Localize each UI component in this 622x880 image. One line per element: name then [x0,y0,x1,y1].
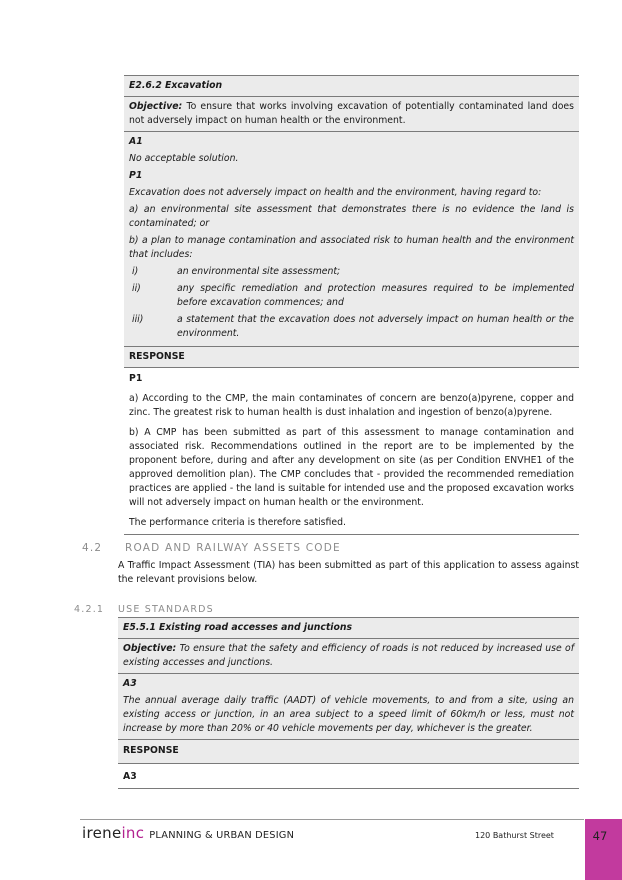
list-number: i) [132,266,139,277]
objective-row [124,97,579,132]
section-number: 4.2 [82,542,103,554]
a3-text: The annual average daily traffic (AADT) of vehicle movements, to and from a site, using an existing access or junction, in an area subject to a speed limit of 60km/h or less, must not increase by more than 20% or 40 vehicle movements per day, whichever is the greater. [123,695,574,734]
list-item [129,313,574,343]
response-conclusion: The performance criteria is therefore satisfied. [129,517,346,528]
objective-text: To ensure that works involving excavation of potentially contaminated land does not adversely impact on human health or the environment. [129,101,574,126]
objective-row [118,639,579,674]
footer-address: 120 Bathurst Street [475,831,554,840]
a3-label: A3 [123,678,137,689]
p1-label: P1 [129,170,143,181]
table-heading: E2.6.2 Excavation [124,75,579,97]
section-paragraph: A Traffic Impact Assessment (TIA) has been submitted as part of this application to assess against the relevant provisions below. [118,560,579,585]
p1-option-a: a) an environmental site assessment that demonstrates there is no evidence the land is contaminated; or [129,204,574,229]
excavation-table [124,75,579,535]
section-title: USE STANDARDS [118,604,214,615]
requirements-block [118,674,579,739]
response-a3-label: A3 [118,764,579,789]
section-heading-4-2 [82,541,341,555]
response-body [124,368,579,535]
list-number: ii) [132,283,141,294]
brand-irene: irene [82,824,122,842]
list-text: any specific remediation and protection measures required to be implemented before excavation commences; and [177,283,574,308]
requirements-block [124,132,579,346]
list-text: an environmental site assessment; [177,266,341,277]
p1-option-b: b) a plan to manage contamination and associated risk to human health and the environment that includes: [129,235,574,260]
objective-text: To ensure that the safety and efficiency of roads is not reduced by increased use of existing accesses and junctions. [123,643,574,668]
list-item [129,282,574,310]
footer-divider [80,819,584,820]
response-para-b: b) A CMP has been submitted as part of this assessment to manage contamination and associated risk. Recommendations outlined in the report are to be implemented by the proponent before, during and after any development on site (as per Condition ENVHE1 of the approved demolition plan). The CMP concludes that - provided the recommended remediation practices are applied - the land is suitable for intended use and the proposed excavation works will not adversely impact on human health or the environment. [129,427,574,508]
brand-logo [82,826,294,843]
table-heading: E5.5.1 Existing road accesses and junctions [118,617,579,639]
p1-intro: Excavation does not adversely impact on health and the environment, having regard to: [129,187,542,198]
section-heading-4-2-1 [74,603,214,617]
a1-text: No acceptable solution. [129,153,239,164]
list-text: a statement that the excavation does not adversely impact on human health or the environment. [177,314,574,339]
page-number: 47 [592,829,608,843]
page-number-box [585,819,622,880]
response-para-a: a) According to the CMP, the main contaminates of concern are benzo(a)pyrene, copper and zinc. The greatest risk to human health is dust inhalation and ingestion of benzo(a)pyrene. [129,393,574,418]
response-header: RESPONSE [124,346,579,368]
list-item [129,265,574,279]
brand-inc: inc [121,824,145,842]
section-number: 4.2.1 [74,604,105,615]
a1-label: A1 [129,136,143,147]
objective-label: Objective: [129,101,183,112]
response-p1-label: P1 [129,373,143,384]
section-title: ROAD AND RAILWAY ASSETS CODE [125,542,341,554]
list-number: iii) [132,314,144,325]
road-access-table [118,617,579,789]
objective-label: Objective: [123,643,177,654]
response-header: RESPONSE [118,739,579,764]
brand-tagline: PLANNING & URBAN DESIGN [149,830,295,841]
